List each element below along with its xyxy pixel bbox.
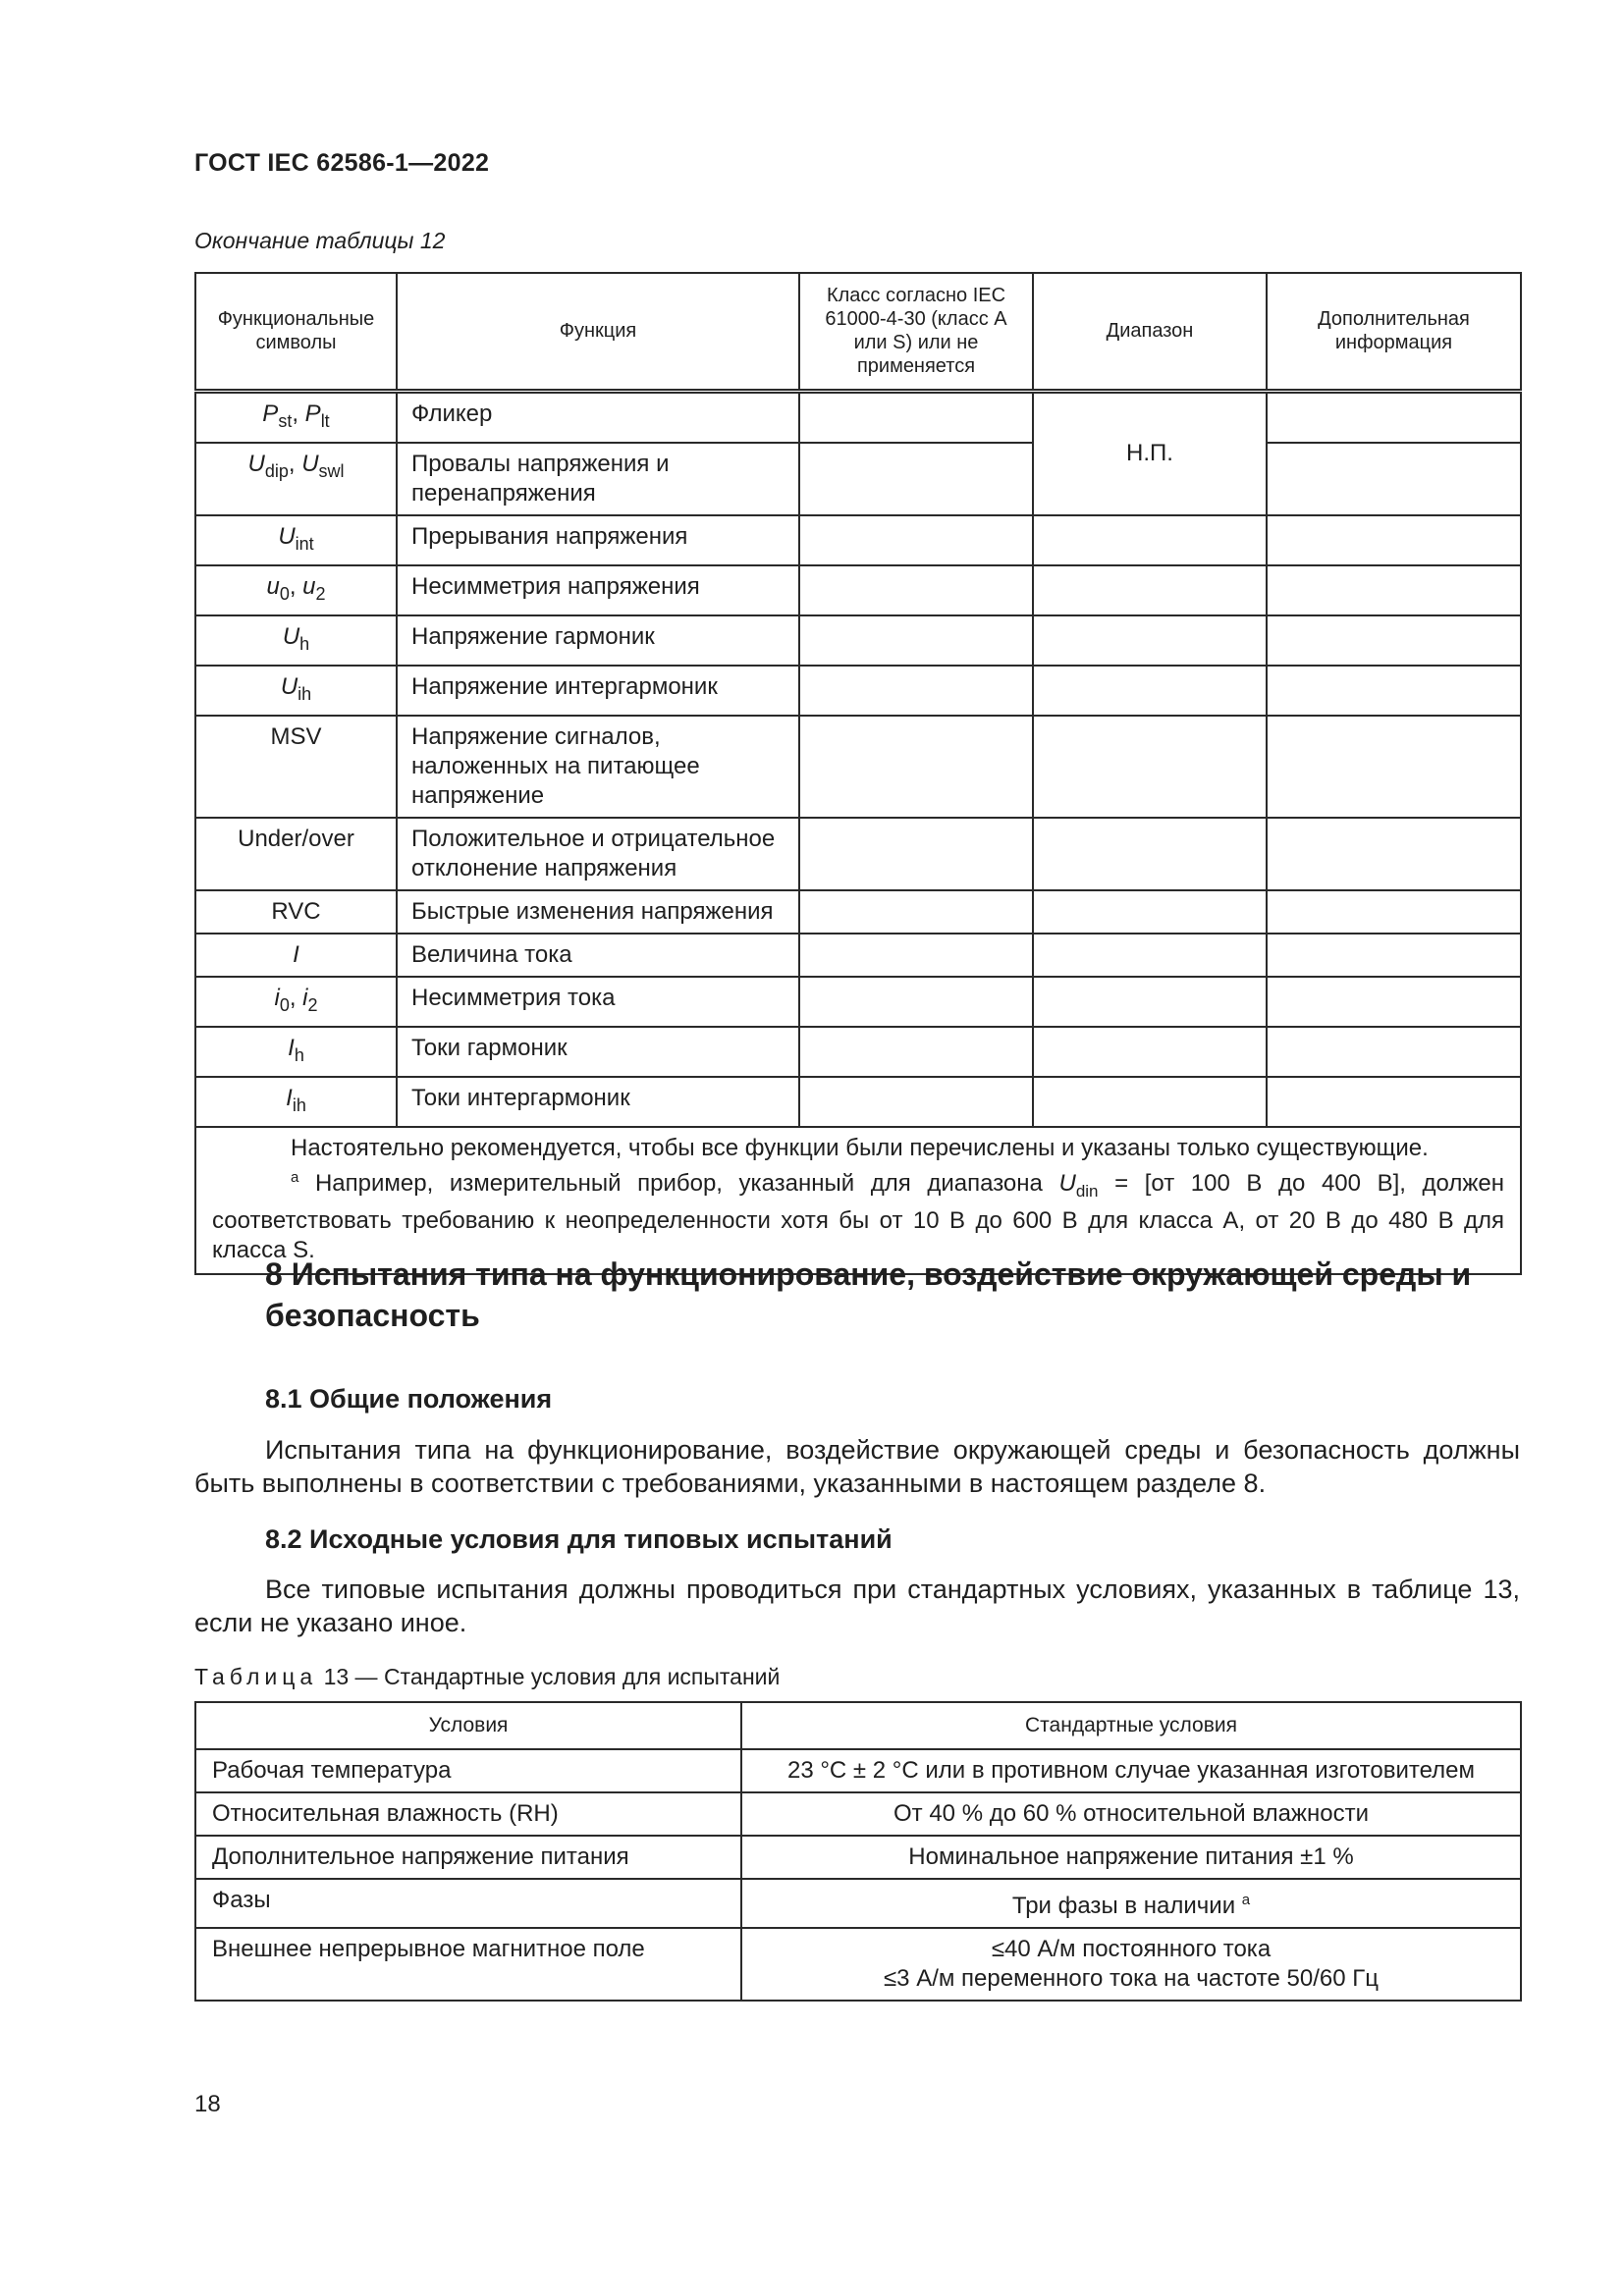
class-cell — [799, 1077, 1033, 1127]
function-cell: Токи гармоник — [397, 1027, 799, 1077]
section-8-1-title: 8.1 Общие положения — [265, 1384, 553, 1414]
class-cell — [799, 934, 1033, 977]
condition-cell: Внешнее непрерывное магнитное поле — [195, 1928, 741, 2001]
table-12-body — [195, 391, 1521, 1274]
range-cell — [1033, 1027, 1267, 1077]
section-8-1-text: Испытания типа на функционирование, воздействие окружающей среды и безопасность должны быть выполнены в соответствии с требованиями, указанными в настоящем разделе 8. — [194, 1435, 1520, 1498]
symbol-cell: $P_{st}$, $P_{lt}$ — [195, 391, 397, 443]
column-header-additional-info: Дополнительная информация — [1267, 273, 1521, 391]
range-cell — [1033, 1077, 1267, 1127]
footnote-marker: а — [1241, 1892, 1251, 1908]
range-cell — [1033, 666, 1267, 716]
info-cell — [1267, 515, 1521, 565]
table-row — [195, 615, 1521, 666]
symbol-cell: $U_{ih}$ — [195, 666, 397, 716]
column-header-class: Класс согласно IEC 61000-4-30 (класс А или S) или не применяется — [799, 273, 1033, 391]
table-row — [195, 1928, 1521, 2001]
column-header-standard-conditions: Стандартные условия — [741, 1702, 1521, 1749]
symbol-cell: $U_{int}$ — [195, 515, 397, 565]
class-cell — [799, 716, 1033, 818]
range-cell — [1033, 977, 1267, 1027]
function-cell: Токи интергармоник — [397, 1077, 799, 1127]
section-8-2-title: 8.2 Исходные условия для типовых испытаний — [265, 1524, 893, 1554]
table-note-row — [195, 1127, 1521, 1274]
range-cell: Н.П. — [1033, 391, 1267, 515]
range-cell — [1033, 515, 1267, 565]
column-header-range: Диапазон — [1033, 273, 1267, 391]
table-12 — [194, 272, 1522, 1275]
range-cell — [1033, 565, 1267, 615]
class-cell — [799, 890, 1033, 934]
table-row — [195, 1027, 1521, 1077]
standard-cell: От 40 % до 60 % относительной влажности — [741, 1792, 1521, 1836]
symbol-cell: $I_{ih}$ — [195, 1077, 397, 1127]
class-cell — [799, 443, 1033, 515]
table-row — [195, 1792, 1521, 1836]
document-id-header: ГОСТ IEC 62586-1—2022 — [194, 149, 490, 177]
class-cell — [799, 666, 1033, 716]
table-row — [195, 666, 1521, 716]
condition-cell: Фазы — [195, 1879, 741, 1928]
range-cell — [1033, 818, 1267, 890]
standard-cell: Три фазы в наличии $^а$ — [741, 1879, 1521, 1928]
table-row — [195, 1836, 1521, 1879]
condition-cell: Относительная влажность (RH) — [195, 1792, 741, 1836]
info-cell — [1267, 934, 1521, 977]
class-cell — [799, 391, 1033, 443]
table-row — [195, 818, 1521, 890]
info-cell — [1267, 890, 1521, 934]
symbol-cell: MSV — [195, 716, 397, 818]
info-cell — [1267, 1077, 1521, 1127]
symbol-cell: $u_0$, $u_2$ — [195, 565, 397, 615]
column-header-symbols: Функциональные символы — [195, 273, 397, 391]
function-cell: Напряжение интергармоник — [397, 666, 799, 716]
table-row — [195, 716, 1521, 818]
table-row — [195, 515, 1521, 565]
function-cell: Быстрые изменения напряжения — [397, 890, 799, 934]
class-cell — [799, 818, 1033, 890]
class-cell — [799, 1027, 1033, 1077]
function-cell: Несимметрия напряжения — [397, 565, 799, 615]
table-13 — [194, 1701, 1522, 2002]
info-cell — [1267, 443, 1521, 515]
symbol-cell: RVC — [195, 890, 397, 934]
table-row — [195, 1749, 1521, 1792]
class-cell — [799, 565, 1033, 615]
table-note-general: Настоятельно рекомендуется, чтобы все функции были перечислены и указаны только существующие. — [291, 1134, 1429, 1161]
info-cell — [1267, 1027, 1521, 1077]
table-row — [195, 391, 1521, 443]
table-row — [195, 1879, 1521, 1928]
info-cell — [1267, 818, 1521, 890]
function-cell: Величина тока — [397, 934, 799, 977]
table-12-notes — [195, 1127, 1521, 1274]
info-cell — [1267, 716, 1521, 818]
info-cell — [1267, 666, 1521, 716]
function-cell: Прерывания напряжения — [397, 515, 799, 565]
section-8-2-text: Все типовые испытания должны проводиться при стандартных условиях, указанных в таблице 13, если не указано иное. — [194, 1575, 1520, 1637]
table-12-continuation-caption: Окончание таблицы 12 — [194, 228, 446, 253]
symbol-cell: $U_{dip}$, $U_{swl}$ — [195, 443, 397, 515]
standard-cell: 23 °С ± 2 °С или в противном случае указанная изготовителем — [741, 1749, 1521, 1792]
function-cell: Несимметрия тока — [397, 977, 799, 1027]
condition-cell: Рабочая температура — [195, 1749, 741, 1792]
symbol-cell: $I_h$ — [195, 1027, 397, 1077]
info-cell — [1267, 977, 1521, 1027]
symbol-cell: Under/over — [195, 818, 397, 890]
range-cell — [1033, 934, 1267, 977]
table-footnote-a: $^а$ Например, измерительный прибор, указанный для диапазона $U_{din} = [от$ 100 В до 400 В], должен соответствовать требованию к неопределенности хотя бы от 10 В до 600 В для класса А, от 20 В до 480 В для класса S. — [212, 1168, 1505, 1263]
table-row — [195, 890, 1521, 934]
section-8-title: 8 Испытания типа на функционирование, воздействие окружающей среды и безопасность — [265, 1256, 1472, 1333]
class-cell — [799, 977, 1033, 1027]
range-cell — [1033, 890, 1267, 934]
class-cell — [799, 615, 1033, 666]
symbol-cell: $U_h$ — [195, 615, 397, 666]
table-13-caption: Таблица 13 — Стандартные условия для испытаний — [194, 1664, 781, 1689]
range-cell — [1033, 716, 1267, 818]
page-number: 18 — [194, 2091, 221, 2117]
function-cell: Провалы напряжения и перенапряжения — [397, 443, 799, 515]
symbol-cell: $i_0$, $i_2$ — [195, 977, 397, 1027]
info-cell — [1267, 615, 1521, 666]
table-row — [195, 1077, 1521, 1127]
symbol-cell: I — [195, 934, 397, 977]
standard-cell: ≤40 А/м постоянного тока ≤3 А/м переменного тока на частоте 50/60 Гц — [741, 1928, 1521, 2001]
standard-cell: Номинальное напряжение питания ±1 % — [741, 1836, 1521, 1879]
column-header-function: Функция — [397, 273, 799, 391]
condition-cell: Дополнительное напряжение питания — [195, 1836, 741, 1879]
info-cell — [1267, 391, 1521, 443]
table-row — [195, 977, 1521, 1027]
range-cell — [1033, 615, 1267, 666]
function-cell: Напряжение гармоник — [397, 615, 799, 666]
function-cell: Положительное и отрицательное отклонение напряжения — [397, 818, 799, 890]
table-row — [195, 565, 1521, 615]
function-cell: Фликер — [397, 391, 799, 443]
column-header-conditions: Условия — [195, 1702, 741, 1749]
info-cell — [1267, 565, 1521, 615]
function-cell: Напряжение сигналов, наложенных на питающее напряжение — [397, 716, 799, 818]
class-cell — [799, 515, 1033, 565]
table-row — [195, 443, 1521, 515]
table-row — [195, 934, 1521, 977]
